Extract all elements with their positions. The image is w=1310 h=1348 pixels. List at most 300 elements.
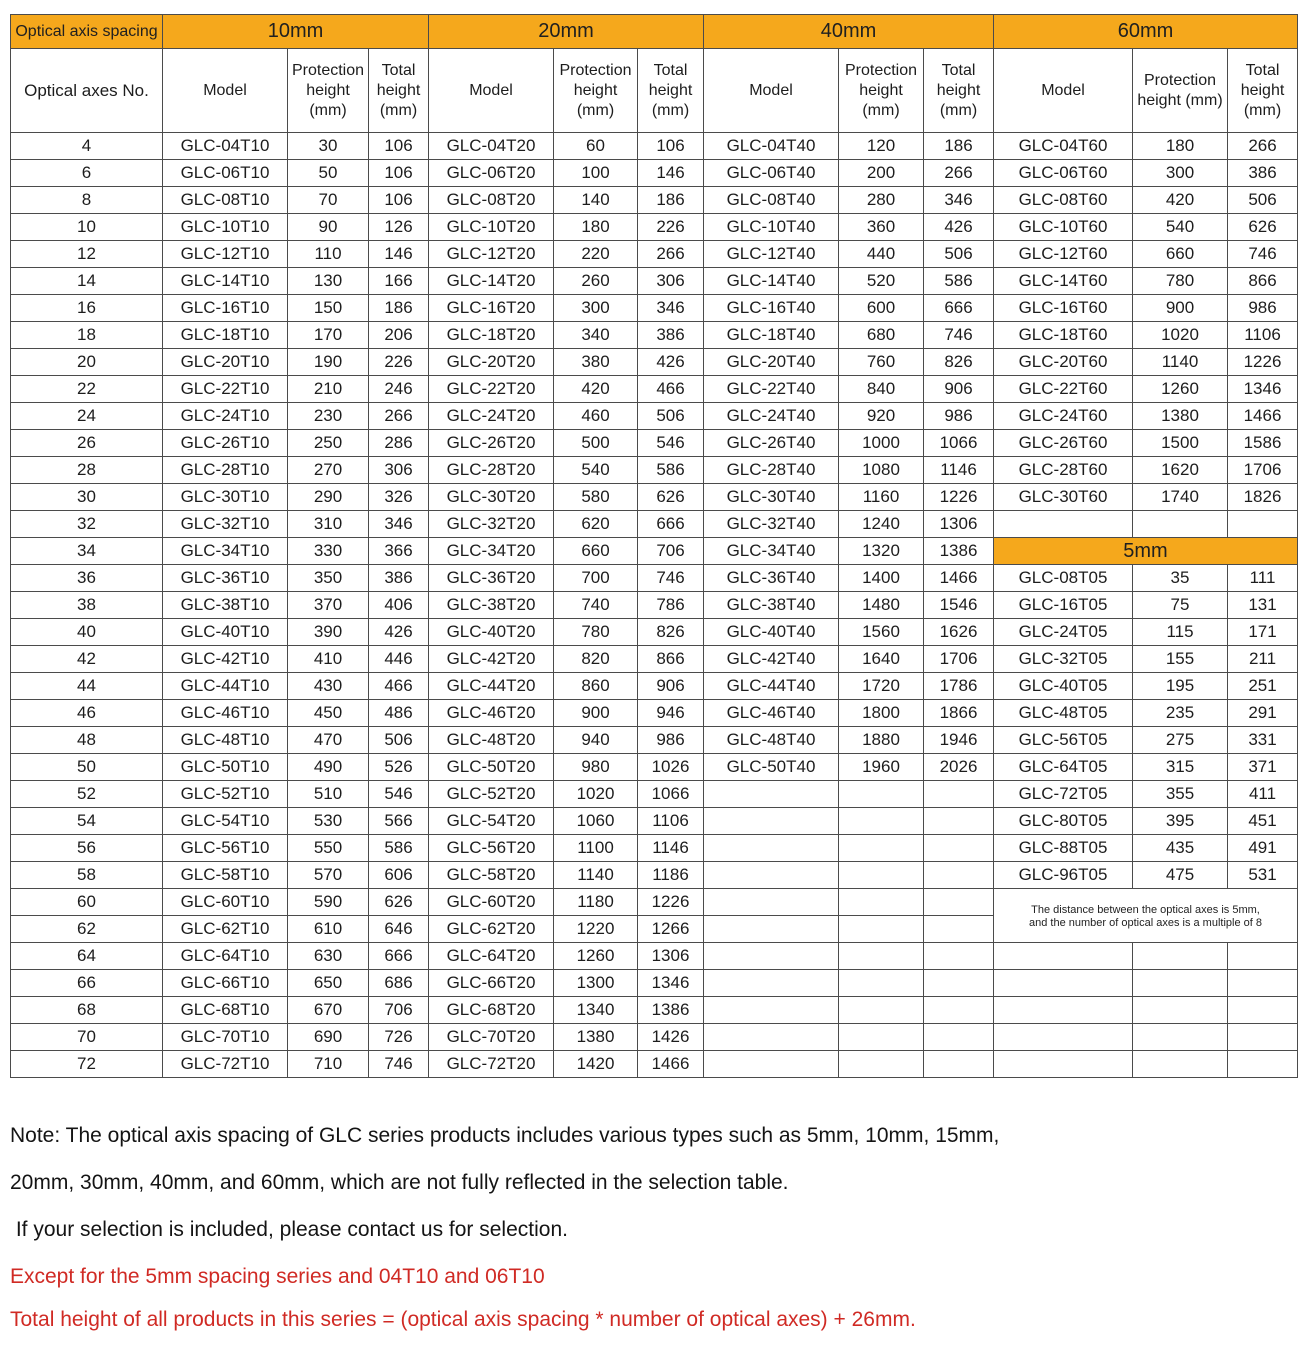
model-cell: GLC-10T20	[429, 214, 554, 241]
empty-cell	[1228, 1024, 1298, 1051]
protection-height-cell: 1380	[1133, 403, 1228, 430]
axes-no-cell: 66	[11, 970, 163, 997]
total-height-cell: 106	[369, 160, 429, 187]
total-height-cell: 111	[1228, 565, 1298, 592]
total-height-cell: 906	[638, 673, 704, 700]
total-height-cell: 426	[924, 214, 994, 241]
model-cell: GLC-34T10	[163, 538, 288, 565]
model-cell: GLC-52T20	[429, 781, 554, 808]
total-height-cell: 906	[924, 376, 994, 403]
protection-height-cell: 540	[1133, 214, 1228, 241]
model-cell: GLC-30T60	[994, 484, 1133, 511]
protection-height-cell: 220	[554, 241, 638, 268]
table-row	[11, 295, 1298, 322]
model-cell: GLC-10T40	[704, 214, 839, 241]
axes-no-cell: 58	[11, 862, 163, 889]
empty-cell	[924, 889, 994, 916]
total-height-cell: 1186	[638, 862, 704, 889]
total-height-cell: 106	[369, 133, 429, 160]
protection-height-cell: 690	[288, 1024, 369, 1051]
table-row	[11, 673, 1298, 700]
total-height-cell: 106	[369, 187, 429, 214]
protection-height-cell: 115	[1133, 619, 1228, 646]
protection-height-cell: 840	[839, 376, 924, 403]
total-height-cell: 171	[1228, 619, 1298, 646]
protection-height-cell: 140	[554, 187, 638, 214]
model-cell: GLC-40T05	[994, 673, 1133, 700]
model-cell: GLC-66T10	[163, 970, 288, 997]
total-height-cell: 866	[638, 646, 704, 673]
empty-cell	[1228, 943, 1298, 970]
total-height-cell: 466	[369, 673, 429, 700]
protection-height-cell: 540	[554, 457, 638, 484]
total-height-cell: 746	[638, 565, 704, 592]
model-cell: GLC-50T10	[163, 754, 288, 781]
total-height-cell: 186	[638, 187, 704, 214]
total-height-cell: 586	[924, 268, 994, 295]
total-height-cell: 626	[369, 889, 429, 916]
empty-cell	[1133, 943, 1228, 970]
protection-height-cell: 1180	[554, 889, 638, 916]
protection-height-cell: 280	[839, 187, 924, 214]
protection-height-cell: 420	[1133, 187, 1228, 214]
protection-height-cell: 860	[554, 673, 638, 700]
axes-no-cell: 4	[11, 133, 163, 160]
protection-height-cell: 620	[554, 511, 638, 538]
total-height-cell: 331	[1228, 727, 1298, 754]
model-cell: GLC-12T40	[704, 241, 839, 268]
axes-no-cell: 72	[11, 1051, 163, 1078]
table-row	[11, 322, 1298, 349]
total-height-cell: 1026	[638, 754, 704, 781]
total-height-cell: 386	[638, 322, 704, 349]
table-row	[11, 565, 1298, 592]
protection-height-cell: 1080	[839, 457, 924, 484]
total-height-cell: 646	[369, 916, 429, 943]
model-header: Model	[163, 49, 288, 133]
column-header-row	[11, 49, 1298, 133]
model-cell: GLC-12T60	[994, 241, 1133, 268]
protection-height-cell: 1240	[839, 511, 924, 538]
model-cell: GLC-48T20	[429, 727, 554, 754]
model-cell: GLC-18T40	[704, 322, 839, 349]
total-height-cell: 226	[369, 349, 429, 376]
model-cell: GLC-26T40	[704, 430, 839, 457]
protection-height-cell: 1400	[839, 565, 924, 592]
protection-height-cell: 195	[1133, 673, 1228, 700]
protection-height-cell: 75	[1133, 592, 1228, 619]
total-height-cell: 2026	[924, 754, 994, 781]
spacing-5mm-header: 5mm	[994, 538, 1298, 565]
protection-height-cell: 670	[288, 997, 369, 1024]
protection-height-cell: 100	[554, 160, 638, 187]
protection-height-cell: 740	[554, 592, 638, 619]
empty-cell	[839, 997, 924, 1024]
model-cell: GLC-24T60	[994, 403, 1133, 430]
total-height-cell: 1066	[924, 430, 994, 457]
protection-height-cell: 1220	[554, 916, 638, 943]
total-height-cell: 246	[369, 376, 429, 403]
note-line-red: Except for the 5mm spacing series and 04T10 and 06T10	[10, 1265, 545, 1288]
table-row	[11, 349, 1298, 376]
total-height-cell: 666	[638, 511, 704, 538]
protection-height-cell: 1140	[1133, 349, 1228, 376]
protection-height-cell: 1380	[554, 1024, 638, 1051]
total-height-cell: 986	[1228, 295, 1298, 322]
total-height-cell: 346	[638, 295, 704, 322]
table-row	[11, 538, 1298, 565]
total-height-cell: 1426	[638, 1024, 704, 1051]
model-cell: GLC-18T10	[163, 322, 288, 349]
protection-height-cell: 600	[839, 295, 924, 322]
total-height-cell: 1226	[638, 889, 704, 916]
total-height-header: Total height (mm)	[369, 49, 429, 133]
protection-height-cell: 660	[1133, 241, 1228, 268]
total-height-cell: 1706	[924, 646, 994, 673]
axes-no-cell: 16	[11, 295, 163, 322]
table-row	[11, 970, 1298, 997]
empty-cell	[924, 997, 994, 1024]
axes-no-cell: 14	[11, 268, 163, 295]
protection-height-cell: 310	[288, 511, 369, 538]
protection-height-cell: 1960	[839, 754, 924, 781]
total-height-cell: 1586	[1228, 430, 1298, 457]
model-cell: GLC-88T05	[994, 835, 1133, 862]
total-height-cell: 526	[369, 754, 429, 781]
model-cell: GLC-50T40	[704, 754, 839, 781]
model-cell: GLC-06T10	[163, 160, 288, 187]
page	[0, 14, 1310, 1348]
model-cell: GLC-20T60	[994, 349, 1133, 376]
protection-height-cell: 150	[288, 295, 369, 322]
model-cell: GLC-72T10	[163, 1051, 288, 1078]
protection-height-cell: 395	[1133, 808, 1228, 835]
protection-height-cell: 390	[288, 619, 369, 646]
empty-cell	[839, 862, 924, 889]
table-row	[11, 484, 1298, 511]
note-line-red: Total height of all products in this series = (optical axis spacing * number of optical axes) + 26mm.	[10, 1308, 916, 1331]
axes-no-cell: 48	[11, 727, 163, 754]
group-header-10mm: 10mm	[163, 15, 429, 49]
protection-height-cell: 1720	[839, 673, 924, 700]
protection-height-cell: 275	[1133, 727, 1228, 754]
protection-height-cell: 355	[1133, 781, 1228, 808]
empty-cell	[839, 1051, 924, 1078]
model-cell: GLC-20T20	[429, 349, 554, 376]
axes-no-cell: 56	[11, 835, 163, 862]
empty-cell	[704, 943, 839, 970]
axes-no-cell: 40	[11, 619, 163, 646]
empty-cell	[994, 511, 1133, 538]
axes-no-cell: 70	[11, 1024, 163, 1051]
protection-height-cell: 1740	[1133, 484, 1228, 511]
protection-height-cell: 250	[288, 430, 369, 457]
total-height-cell: 586	[369, 835, 429, 862]
table-row	[11, 889, 1298, 916]
total-height-cell: 406	[369, 592, 429, 619]
protection-height-cell: 920	[839, 403, 924, 430]
model-cell: GLC-30T20	[429, 484, 554, 511]
total-height-cell: 1306	[924, 511, 994, 538]
protection-height-cell: 330	[288, 538, 369, 565]
empty-cell	[704, 835, 839, 862]
model-cell: GLC-06T60	[994, 160, 1133, 187]
empty-cell	[704, 1051, 839, 1078]
axes-no-cell: 52	[11, 781, 163, 808]
axes-no-cell: 54	[11, 808, 163, 835]
total-height-cell: 666	[369, 943, 429, 970]
model-cell: GLC-42T20	[429, 646, 554, 673]
model-cell: GLC-96T05	[994, 862, 1133, 889]
protection-height-cell: 50	[288, 160, 369, 187]
model-cell: GLC-32T10	[163, 511, 288, 538]
table-row	[11, 862, 1298, 889]
protection-height-cell: 710	[288, 1051, 369, 1078]
protection-height-cell: 300	[554, 295, 638, 322]
total-height-cell: 866	[1228, 268, 1298, 295]
total-height-cell: 706	[638, 538, 704, 565]
empty-cell	[1133, 997, 1228, 1024]
protection-height-cell: 550	[288, 835, 369, 862]
model-cell: GLC-56T20	[429, 835, 554, 862]
axes-no-cell: 34	[11, 538, 163, 565]
table-row	[11, 997, 1298, 1024]
total-height-cell: 131	[1228, 592, 1298, 619]
total-height-cell: 1386	[638, 997, 704, 1024]
model-cell: GLC-38T10	[163, 592, 288, 619]
protection-height-cell: 1880	[839, 727, 924, 754]
table-row	[11, 430, 1298, 457]
model-cell: GLC-22T40	[704, 376, 839, 403]
protection-height-cell: 1320	[839, 538, 924, 565]
empty-cell	[994, 943, 1133, 970]
model-cell: GLC-66T20	[429, 970, 554, 997]
model-cell: GLC-16T05	[994, 592, 1133, 619]
empty-cell	[994, 1051, 1133, 1078]
model-cell: GLC-80T05	[994, 808, 1133, 835]
total-height-cell: 1066	[638, 781, 704, 808]
model-cell: GLC-18T60	[994, 322, 1133, 349]
axes-no-cell: 6	[11, 160, 163, 187]
protection-height-header: Protection height (mm)	[288, 49, 369, 133]
model-cell: GLC-08T05	[994, 565, 1133, 592]
axes-no-cell: 64	[11, 943, 163, 970]
model-cell: GLC-46T40	[704, 700, 839, 727]
total-height-cell: 746	[369, 1051, 429, 1078]
total-height-cell: 426	[369, 619, 429, 646]
protection-height-cell: 315	[1133, 754, 1228, 781]
model-cell: GLC-36T40	[704, 565, 839, 592]
protection-height-cell: 155	[1133, 646, 1228, 673]
model-cell: GLC-16T40	[704, 295, 839, 322]
model-cell: GLC-18T20	[429, 322, 554, 349]
table-row	[11, 457, 1298, 484]
protection-height-cell: 580	[554, 484, 638, 511]
protection-height-cell: 610	[288, 916, 369, 943]
table-row	[11, 403, 1298, 430]
model-cell: GLC-48T40	[704, 727, 839, 754]
model-cell: GLC-70T20	[429, 1024, 554, 1051]
model-cell: GLC-32T05	[994, 646, 1133, 673]
model-cell: GLC-14T40	[704, 268, 839, 295]
total-height-cell: 546	[369, 781, 429, 808]
model-cell: GLC-04T10	[163, 133, 288, 160]
axes-no-cell: 12	[11, 241, 163, 268]
total-height-cell: 726	[369, 1024, 429, 1051]
model-cell: GLC-04T60	[994, 133, 1133, 160]
model-cell: GLC-54T10	[163, 808, 288, 835]
empty-cell	[704, 808, 839, 835]
model-cell: GLC-20T40	[704, 349, 839, 376]
model-cell: GLC-48T05	[994, 700, 1133, 727]
total-height-cell: 446	[369, 646, 429, 673]
table-row	[11, 214, 1298, 241]
empty-cell	[704, 916, 839, 943]
total-height-cell: 626	[638, 484, 704, 511]
protection-height-cell: 760	[839, 349, 924, 376]
model-cell: GLC-28T40	[704, 457, 839, 484]
axes-no-cell: 68	[11, 997, 163, 1024]
total-height-cell: 1706	[1228, 457, 1298, 484]
total-height-cell: 946	[638, 700, 704, 727]
model-cell: GLC-28T60	[994, 457, 1133, 484]
model-header: Model	[704, 49, 839, 133]
total-height-cell: 206	[369, 322, 429, 349]
protection-height-cell: 820	[554, 646, 638, 673]
table-row	[11, 511, 1298, 538]
total-height-cell: 266	[1228, 133, 1298, 160]
empty-cell	[924, 970, 994, 997]
total-height-cell: 166	[369, 268, 429, 295]
protection-height-cell: 1260	[554, 943, 638, 970]
protection-height-cell: 700	[554, 565, 638, 592]
protection-height-header: Protection height (mm)	[839, 49, 924, 133]
protection-height-cell: 60	[554, 133, 638, 160]
protection-height-cell: 650	[288, 970, 369, 997]
protection-height-cell: 300	[1133, 160, 1228, 187]
protection-height-cell: 340	[554, 322, 638, 349]
protection-height-cell: 900	[1133, 295, 1228, 322]
model-cell: GLC-08T10	[163, 187, 288, 214]
protection-height-cell: 1420	[554, 1051, 638, 1078]
group-header-60mm: 60mm	[994, 15, 1298, 49]
protection-height-cell: 470	[288, 727, 369, 754]
protection-height-cell: 1020	[554, 781, 638, 808]
protection-height-cell: 110	[288, 241, 369, 268]
model-header: Model	[429, 49, 554, 133]
empty-cell	[1228, 1051, 1298, 1078]
table-row	[11, 943, 1298, 970]
total-height-header: Total height (mm)	[638, 49, 704, 133]
group-header-40mm: 40mm	[704, 15, 994, 49]
model-cell: GLC-56T10	[163, 835, 288, 862]
empty-cell	[704, 997, 839, 1024]
model-cell: GLC-04T20	[429, 133, 554, 160]
model-cell: GLC-06T40	[704, 160, 839, 187]
model-cell: GLC-60T10	[163, 889, 288, 916]
protection-height-cell: 290	[288, 484, 369, 511]
spacing-5mm-note: The distance between the optical axes is 5mm, and the number of optical axes is a multiple of 8	[994, 889, 1298, 943]
table-row	[11, 1051, 1298, 1078]
axes-no-cell: 8	[11, 187, 163, 214]
total-height-cell: 546	[638, 430, 704, 457]
total-height-cell: 1546	[924, 592, 994, 619]
table-row	[11, 754, 1298, 781]
empty-cell	[1133, 511, 1228, 538]
total-height-cell: 366	[369, 538, 429, 565]
total-height-cell: 186	[924, 133, 994, 160]
protection-height-cell: 1800	[839, 700, 924, 727]
total-height-cell: 386	[1228, 160, 1298, 187]
model-cell: GLC-64T10	[163, 943, 288, 970]
model-cell: GLC-68T10	[163, 997, 288, 1024]
axes-no-cell: 30	[11, 484, 163, 511]
total-height-cell: 266	[369, 403, 429, 430]
protection-height-cell: 530	[288, 808, 369, 835]
model-cell: GLC-70T10	[163, 1024, 288, 1051]
total-height-cell: 306	[369, 457, 429, 484]
model-cell: GLC-08T60	[994, 187, 1133, 214]
model-cell: GLC-06T20	[429, 160, 554, 187]
total-height-cell: 1866	[924, 700, 994, 727]
protection-height-cell: 460	[554, 403, 638, 430]
protection-height-cell: 35	[1133, 565, 1228, 592]
model-cell: GLC-40T40	[704, 619, 839, 646]
empty-cell	[924, 916, 994, 943]
total-height-cell: 291	[1228, 700, 1298, 727]
protection-height-cell: 420	[554, 376, 638, 403]
corner-cell: Optical axis spacing	[11, 15, 163, 49]
protection-height-cell: 940	[554, 727, 638, 754]
protection-height-cell: 475	[1133, 862, 1228, 889]
total-height-cell: 786	[638, 592, 704, 619]
protection-height-cell: 490	[288, 754, 369, 781]
total-height-cell: 826	[638, 619, 704, 646]
empty-cell	[1228, 511, 1298, 538]
total-height-cell: 146	[638, 160, 704, 187]
protection-height-cell: 130	[288, 268, 369, 295]
total-height-cell: 626	[1228, 214, 1298, 241]
table-row	[11, 1024, 1298, 1051]
total-height-cell: 706	[369, 997, 429, 1024]
total-height-cell: 186	[369, 295, 429, 322]
model-cell: GLC-26T10	[163, 430, 288, 457]
protection-height-cell: 1620	[1133, 457, 1228, 484]
protection-height-cell: 1500	[1133, 430, 1228, 457]
model-cell: GLC-58T20	[429, 862, 554, 889]
protection-height-cell: 70	[288, 187, 369, 214]
protection-height-cell: 660	[554, 538, 638, 565]
model-cell: GLC-38T20	[429, 592, 554, 619]
model-cell: GLC-16T20	[429, 295, 554, 322]
total-height-cell: 226	[638, 214, 704, 241]
model-cell: GLC-14T20	[429, 268, 554, 295]
empty-cell	[924, 1024, 994, 1051]
total-height-cell: 606	[369, 862, 429, 889]
model-cell: GLC-04T40	[704, 133, 839, 160]
axes-no-cell: 38	[11, 592, 163, 619]
model-cell: GLC-24T40	[704, 403, 839, 430]
axes-no-cell: 18	[11, 322, 163, 349]
table-row	[11, 187, 1298, 214]
model-cell: GLC-24T05	[994, 619, 1133, 646]
model-cell: GLC-32T40	[704, 511, 839, 538]
table-row	[11, 646, 1298, 673]
axes-no-cell: 10	[11, 214, 163, 241]
axes-no-cell: 26	[11, 430, 163, 457]
model-cell: GLC-72T20	[429, 1051, 554, 1078]
model-cell: GLC-36T10	[163, 565, 288, 592]
